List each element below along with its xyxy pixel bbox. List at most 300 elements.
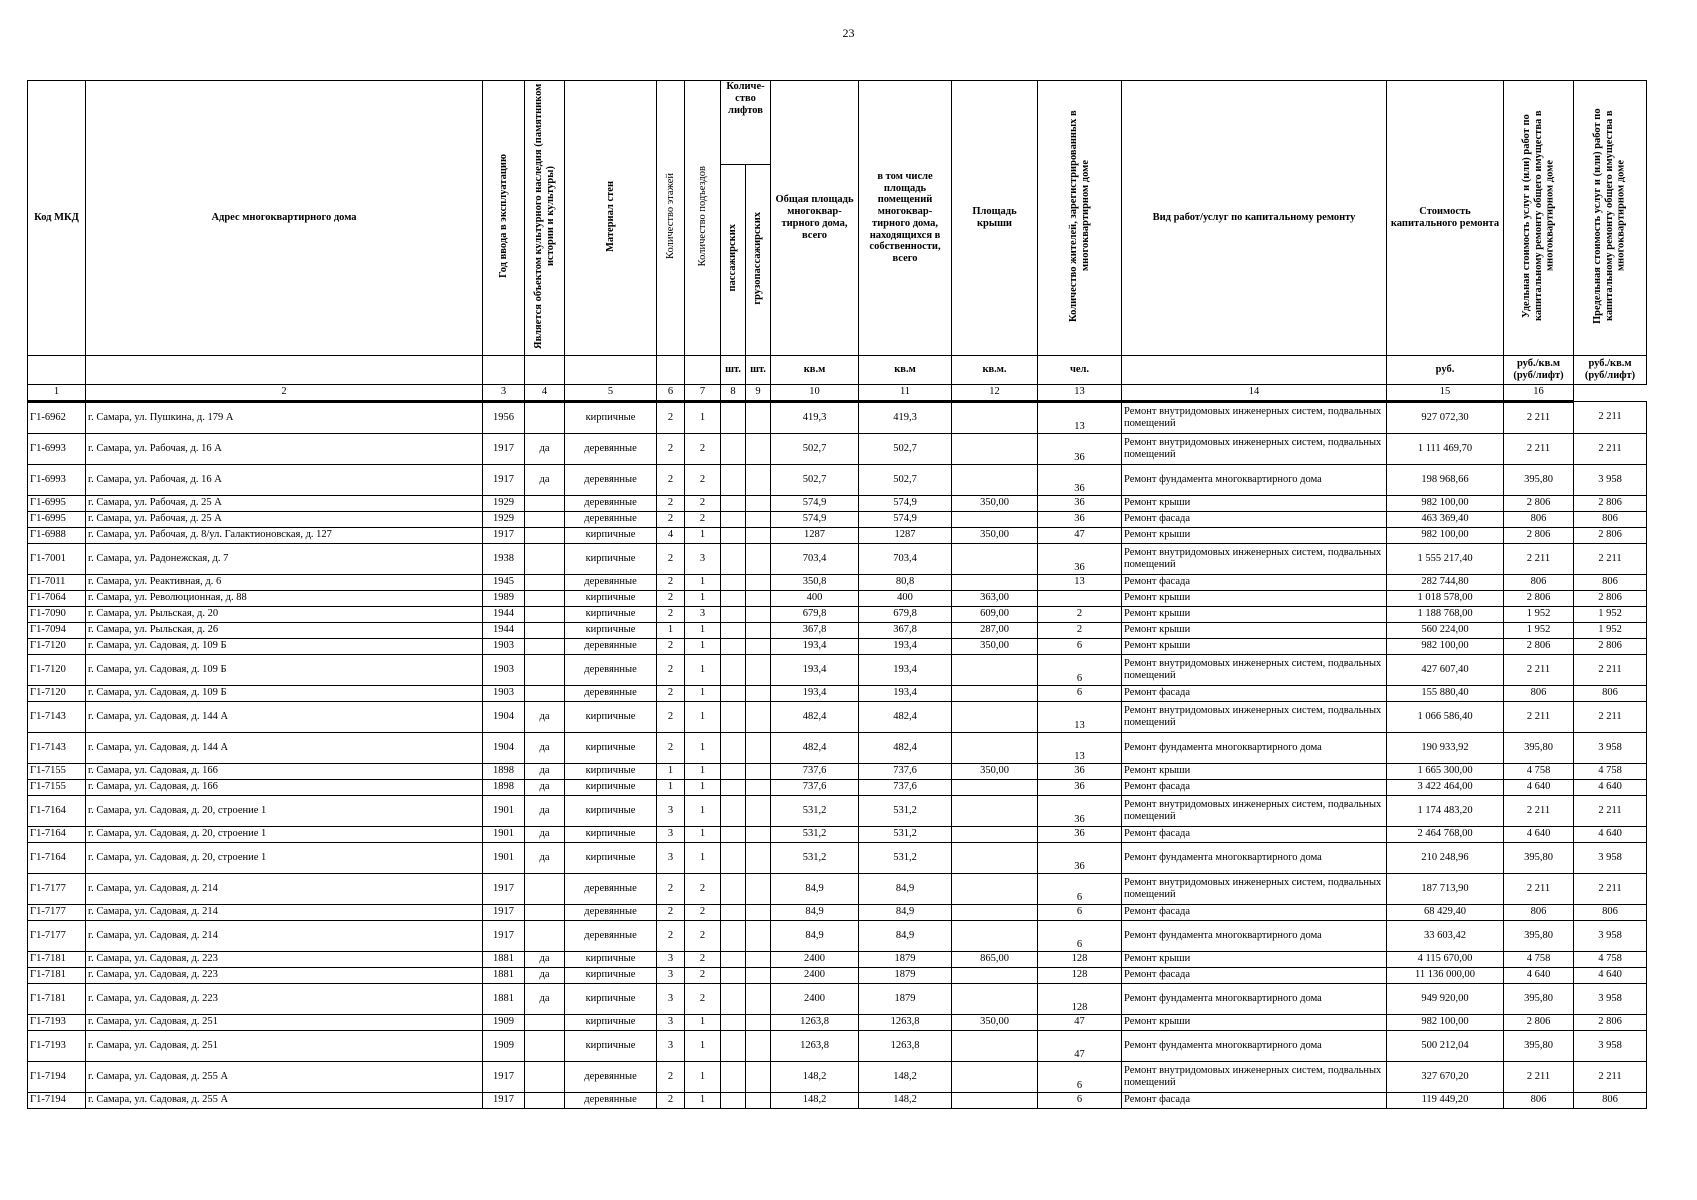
cell-address: г. Самара, ул. Садовая, д. 214	[86, 904, 483, 920]
table-row	[28, 951, 1647, 967]
cell-unit-cost: 4 758	[1504, 951, 1574, 967]
units-code	[28, 355, 86, 384]
cell-cost: 500 212,04	[1387, 1030, 1504, 1061]
cell-total-area: 193,4	[771, 654, 859, 685]
cell-wall: кирпичные	[565, 1030, 657, 1061]
cell-max-cost: 3 958	[1574, 983, 1647, 1014]
cell-code: Г1-7181	[28, 951, 86, 967]
cell-unit-cost: 806	[1504, 574, 1574, 590]
cell-heritage	[525, 401, 565, 433]
cell-lifts-cargo	[746, 1092, 771, 1108]
cell-address: г. Самара, ул. Садовая, д. 255 А	[86, 1092, 483, 1108]
cell-wall: кирпичные	[565, 779, 657, 795]
cell-entrances: 2	[685, 967, 721, 983]
cell-unit-cost: 806	[1504, 1092, 1574, 1108]
header-lifts-cargo-text: грузопассажирских	[752, 211, 764, 305]
cell-lifts-cargo	[746, 1014, 771, 1030]
cell-cost: 1 018 578,00	[1387, 590, 1504, 606]
cell-unit-cost: 806	[1504, 904, 1574, 920]
cell-floors: 2	[657, 464, 685, 495]
cell-work-type: Ремонт фасада	[1122, 574, 1387, 590]
cell-wall: деревянные	[565, 1092, 657, 1108]
cell-roof-area	[952, 511, 1038, 527]
cell-entrances: 1	[685, 842, 721, 873]
units-total-area: кв.м	[771, 355, 859, 384]
cell-lifts-passenger	[721, 1030, 746, 1061]
table-row	[28, 464, 1647, 495]
cell-total-area: 482,4	[771, 701, 859, 732]
cell-entrances: 1	[685, 732, 721, 763]
cell-residents: 6	[1038, 638, 1122, 654]
cell-residents: 36	[1038, 511, 1122, 527]
units-wall	[565, 355, 657, 384]
cell-floors: 2	[657, 543, 685, 574]
cell-code: Г1-6993	[28, 464, 86, 495]
cell-year: 1917	[483, 920, 525, 951]
cell-unit-cost: 395,80	[1504, 732, 1574, 763]
cell-owned-area: 703,4	[859, 543, 952, 574]
cell-owned-area: 502,7	[859, 464, 952, 495]
column-number: 1	[28, 384, 86, 401]
cell-unit-cost: 2 211	[1504, 654, 1574, 685]
cell-address: г. Самара, ул. Радонежская, д. 7	[86, 543, 483, 574]
cell-total-area: 2400	[771, 967, 859, 983]
units-lifts-cargo: шт.	[746, 355, 771, 384]
cell-floors: 2	[657, 920, 685, 951]
cell-entrances: 2	[685, 433, 721, 464]
cell-lifts-cargo	[746, 685, 771, 701]
header-max-cost-text: Предельная стоимость услуг и (или) работ по капитальному ремонту общего имущества в многоквартирном доме	[1592, 108, 1627, 324]
cell-lifts-passenger	[721, 464, 746, 495]
cell-lifts-passenger	[721, 1061, 746, 1092]
column-number: 3	[483, 384, 525, 401]
cell-address: г. Самара, ул. Садовая, д. 20, строение 1	[86, 826, 483, 842]
cell-roof-area	[952, 983, 1038, 1014]
cell-wall: кирпичные	[565, 622, 657, 638]
cell-residents: 13	[1038, 701, 1122, 732]
table-row	[28, 1014, 1647, 1030]
cell-year: 1881	[483, 967, 525, 983]
cell-lifts-passenger	[721, 701, 746, 732]
cell-owned-area: 193,4	[859, 685, 952, 701]
cell-year: 1881	[483, 983, 525, 1014]
cell-floors: 3	[657, 1014, 685, 1030]
cell-residents: 36	[1038, 842, 1122, 873]
table-row	[28, 920, 1647, 951]
cell-max-cost: 4 758	[1574, 763, 1647, 779]
header-code: Код МКД	[28, 81, 86, 356]
cell-code: Г1-6988	[28, 527, 86, 543]
cell-year: 1917	[483, 873, 525, 904]
cell-address: г. Самара, ул. Садовая, д. 251	[86, 1014, 483, 1030]
cell-lifts-passenger	[721, 763, 746, 779]
cell-work-type: Ремонт фасада	[1122, 826, 1387, 842]
cell-entrances: 1	[685, 1092, 721, 1108]
cell-floors: 1	[657, 622, 685, 638]
cell-entrances: 1	[685, 685, 721, 701]
cell-address: г. Самара, ул. Рабочая, д. 16 А	[86, 464, 483, 495]
cell-lifts-passenger	[721, 574, 746, 590]
cell-wall: кирпичные	[565, 527, 657, 543]
cell-total-area: 419,3	[771, 401, 859, 433]
table-row	[28, 574, 1647, 590]
cell-residents: 36	[1038, 464, 1122, 495]
header-entrances-text: Количество подъездов	[696, 165, 708, 267]
cell-lifts-cargo	[746, 967, 771, 983]
cell-year: 1917	[483, 433, 525, 464]
cell-lifts-cargo	[746, 920, 771, 951]
cell-unit-cost: 2 806	[1504, 1014, 1574, 1030]
cell-code: Г1-7164	[28, 842, 86, 873]
cell-owned-area: 482,4	[859, 701, 952, 732]
cell-floors: 2	[657, 495, 685, 511]
table-row	[28, 983, 1647, 1014]
cell-code: Г1-7001	[28, 543, 86, 574]
cell-work-type: Ремонт фасада	[1122, 904, 1387, 920]
cell-heritage	[525, 1061, 565, 1092]
units-lifts-passenger: шт.	[721, 355, 746, 384]
cell-work-type: Ремонт крыши	[1122, 1014, 1387, 1030]
cell-year: 1909	[483, 1014, 525, 1030]
units-cost: руб.	[1387, 355, 1504, 384]
cell-owned-area: 148,2	[859, 1061, 952, 1092]
cell-cost: 982 100,00	[1387, 495, 1504, 511]
cell-residents: 2	[1038, 606, 1122, 622]
cell-entrances: 2	[685, 951, 721, 967]
cell-entrances: 1	[685, 622, 721, 638]
cell-roof-area	[952, 701, 1038, 732]
cell-year: 1903	[483, 654, 525, 685]
cell-owned-area: 193,4	[859, 654, 952, 685]
cell-heritage	[525, 654, 565, 685]
cell-residents: 36	[1038, 779, 1122, 795]
cell-entrances: 1	[685, 590, 721, 606]
cell-work-type: Ремонт крыши	[1122, 622, 1387, 638]
cell-lifts-cargo	[746, 638, 771, 654]
cell-code: Г1-7181	[28, 967, 86, 983]
header-wall	[565, 81, 657, 356]
cell-code: Г1-6993	[28, 433, 86, 464]
cell-year: 1909	[483, 1030, 525, 1061]
cell-work-type: Ремонт фасада	[1122, 779, 1387, 795]
cell-owned-area: 737,6	[859, 763, 952, 779]
cell-address: г. Самара, ул. Рабочая, д. 25 А	[86, 495, 483, 511]
cell-roof-area: 350,00	[952, 638, 1038, 654]
cell-wall: кирпичные	[565, 842, 657, 873]
cell-year: 1944	[483, 606, 525, 622]
cell-roof-area	[952, 779, 1038, 795]
cell-owned-area: 148,2	[859, 1092, 952, 1108]
cell-lifts-passenger	[721, 842, 746, 873]
cell-total-area: 84,9	[771, 873, 859, 904]
cell-residents: 6	[1038, 920, 1122, 951]
cell-lifts-cargo	[746, 701, 771, 732]
cell-floors: 2	[657, 1061, 685, 1092]
cell-floors: 3	[657, 951, 685, 967]
cell-lifts-passenger	[721, 527, 746, 543]
header-max-cost	[1574, 81, 1647, 356]
header-floors	[657, 81, 685, 356]
cell-lifts-passenger	[721, 826, 746, 842]
cell-cost: 198 968,66	[1387, 464, 1504, 495]
cell-address: г. Самара, ул. Садовая, д. 223	[86, 951, 483, 967]
cell-cost: 560 224,00	[1387, 622, 1504, 638]
cell-lifts-cargo	[746, 1061, 771, 1092]
cell-heritage: да	[525, 842, 565, 873]
cell-address: г. Самара, ул. Пушкина, д. 179 А	[86, 401, 483, 433]
cell-heritage	[525, 1030, 565, 1061]
cell-cost: 1 555 217,40	[1387, 543, 1504, 574]
cell-residents: 128	[1038, 951, 1122, 967]
table-row	[28, 1061, 1647, 1092]
cell-entrances: 1	[685, 638, 721, 654]
cell-total-area: 1263,8	[771, 1030, 859, 1061]
table-row	[28, 904, 1647, 920]
cell-residents: 47	[1038, 1030, 1122, 1061]
table-row	[28, 401, 1647, 433]
cell-roof-area	[952, 685, 1038, 701]
table-row	[28, 1092, 1647, 1108]
cell-lifts-passenger	[721, 983, 746, 1014]
cell-heritage	[525, 495, 565, 511]
cell-owned-area: 737,6	[859, 779, 952, 795]
cell-code: Г1-7120	[28, 638, 86, 654]
cell-max-cost: 2 211	[1574, 654, 1647, 685]
header-residents-text: Количество жителей, зарегистрированных в многоквартирном доме	[1067, 110, 1091, 322]
cell-cost: 982 100,00	[1387, 527, 1504, 543]
cell-address: г. Самара, ул. Рыльская, д. 20	[86, 606, 483, 622]
cell-max-cost: 2 211	[1574, 1061, 1647, 1092]
cell-lifts-cargo	[746, 527, 771, 543]
cell-lifts-cargo	[746, 1030, 771, 1061]
cell-address: г. Самара, ул. Садовая, д. 214	[86, 873, 483, 904]
cell-roof-area: 865,00	[952, 951, 1038, 967]
cell-owned-area: 679,8	[859, 606, 952, 622]
cell-residents: 6	[1038, 654, 1122, 685]
cell-year: 1903	[483, 638, 525, 654]
cell-floors: 2	[657, 574, 685, 590]
cell-entrances: 1	[685, 763, 721, 779]
cell-owned-area: 1879	[859, 967, 952, 983]
cell-lifts-cargo	[746, 779, 771, 795]
cell-lifts-passenger	[721, 904, 746, 920]
cell-address: г. Самара, ул. Садовая, д. 144 А	[86, 701, 483, 732]
cell-heritage	[525, 511, 565, 527]
cell-floors: 1	[657, 779, 685, 795]
cell-entrances: 1	[685, 527, 721, 543]
cell-roof-area: 350,00	[952, 495, 1038, 511]
cell-roof-area: 350,00	[952, 763, 1038, 779]
cell-address: г. Самара, ул. Садовая, д. 109 Б	[86, 638, 483, 654]
cell-floors: 2	[657, 732, 685, 763]
cell-owned-area: 400	[859, 590, 952, 606]
cell-owned-area: 84,9	[859, 920, 952, 951]
cell-owned-area: 1879	[859, 951, 952, 967]
cell-year: 1929	[483, 511, 525, 527]
cell-max-cost: 2 211	[1574, 701, 1647, 732]
cell-total-area: 148,2	[771, 1061, 859, 1092]
cell-floors: 3	[657, 983, 685, 1014]
cell-residents: 128	[1038, 983, 1122, 1014]
cell-lifts-cargo	[746, 574, 771, 590]
cell-max-cost: 806	[1574, 1092, 1647, 1108]
cell-unit-cost: 2 806	[1504, 590, 1574, 606]
cell-total-area: 737,6	[771, 763, 859, 779]
cell-cost: 190 933,92	[1387, 732, 1504, 763]
column-numbers-row	[28, 384, 1647, 401]
cell-lifts-passenger	[721, 495, 746, 511]
table-row	[28, 606, 1647, 622]
cell-work-type: Ремонт внутридомовых инженерных систем, подвальных помещений	[1122, 701, 1387, 732]
cell-roof-area	[952, 842, 1038, 873]
cell-lifts-cargo	[746, 795, 771, 826]
cell-roof-area	[952, 1092, 1038, 1108]
cell-work-type: Ремонт фундамента многоквартирного дома	[1122, 1030, 1387, 1061]
cell-lifts-cargo	[746, 732, 771, 763]
cell-roof-area	[952, 873, 1038, 904]
cell-cost: 1 174 483,20	[1387, 795, 1504, 826]
column-number: 16	[1504, 384, 1574, 401]
header-cost: Стоимость капитального ремонта	[1387, 81, 1504, 356]
cell-wall: кирпичные	[565, 590, 657, 606]
cell-total-area: 350,8	[771, 574, 859, 590]
cell-roof-area: 363,00	[952, 590, 1038, 606]
units-floors	[657, 355, 685, 384]
cell-work-type: Ремонт крыши	[1122, 638, 1387, 654]
cell-address: г. Самара, ул. Революционная, д. 88	[86, 590, 483, 606]
cell-roof-area	[952, 654, 1038, 685]
cell-residents: 47	[1038, 527, 1122, 543]
column-number: 5	[565, 384, 657, 401]
cell-address: г. Самара, ул. Садовая, д. 109 Б	[86, 685, 483, 701]
cell-code: Г1-6995	[28, 495, 86, 511]
cell-unit-cost: 4 640	[1504, 967, 1574, 983]
cell-unit-cost: 2 211	[1504, 433, 1574, 464]
table-row	[28, 779, 1647, 795]
cell-cost: 1 665 300,00	[1387, 763, 1504, 779]
cell-year: 1898	[483, 763, 525, 779]
cell-unit-cost: 2 211	[1504, 873, 1574, 904]
cell-total-area: 1263,8	[771, 1014, 859, 1030]
cell-roof-area	[952, 401, 1038, 433]
cell-year: 1917	[483, 464, 525, 495]
cell-owned-area: 1263,8	[859, 1014, 952, 1030]
cell-code: Г1-7194	[28, 1061, 86, 1092]
units-owned-area: кв.м	[859, 355, 952, 384]
cell-residents: 36	[1038, 543, 1122, 574]
cell-heritage: да	[525, 701, 565, 732]
cell-heritage: да	[525, 779, 565, 795]
cell-lifts-cargo	[746, 763, 771, 779]
cell-residents: 47	[1038, 1014, 1122, 1030]
cell-roof-area	[952, 574, 1038, 590]
cell-lifts-cargo	[746, 543, 771, 574]
cell-work-type: Ремонт внутридомовых инженерных систем, подвальных помещений	[1122, 433, 1387, 464]
cell-cost: 927 072,30	[1387, 401, 1504, 433]
table-row	[28, 763, 1647, 779]
cell-unit-cost: 2 211	[1504, 1061, 1574, 1092]
cell-roof-area	[952, 826, 1038, 842]
cell-address: г. Самара, ул. Садовая, д. 144 А	[86, 732, 483, 763]
cell-total-area: 84,9	[771, 904, 859, 920]
cell-total-area: 502,7	[771, 433, 859, 464]
cell-max-cost: 2 806	[1574, 1014, 1647, 1030]
cell-cost: 982 100,00	[1387, 638, 1504, 654]
cell-max-cost: 1 952	[1574, 606, 1647, 622]
cell-max-cost: 3 958	[1574, 1030, 1647, 1061]
cell-total-area: 482,4	[771, 732, 859, 763]
cell-wall: деревянные	[565, 685, 657, 701]
cell-work-type: Ремонт фасада	[1122, 511, 1387, 527]
cell-year: 1989	[483, 590, 525, 606]
cell-wall: кирпичные	[565, 967, 657, 983]
table-row	[28, 433, 1647, 464]
cell-wall: деревянные	[565, 574, 657, 590]
header-residents	[1038, 81, 1122, 356]
cell-address: г. Самара, ул. Садовая, д. 251	[86, 1030, 483, 1061]
cell-max-cost: 2 806	[1574, 590, 1647, 606]
column-number: 13	[1038, 384, 1122, 401]
cell-wall: кирпичные	[565, 763, 657, 779]
cell-floors: 2	[657, 654, 685, 685]
cell-heritage: да	[525, 983, 565, 1014]
table-row	[28, 795, 1647, 826]
cell-floors: 2	[657, 1092, 685, 1108]
cell-max-cost: 2 211	[1574, 433, 1647, 464]
cell-entrances: 1	[685, 701, 721, 732]
cell-address: г. Самара, ул. Садовая, д. 223	[86, 967, 483, 983]
cell-cost: 155 880,40	[1387, 685, 1504, 701]
cell-total-area: 2400	[771, 951, 859, 967]
cell-entrances: 2	[685, 904, 721, 920]
cell-heritage	[525, 920, 565, 951]
cell-wall: деревянные	[565, 904, 657, 920]
cell-unit-cost: 395,80	[1504, 464, 1574, 495]
cell-residents: 36	[1038, 433, 1122, 464]
cell-lifts-passenger	[721, 606, 746, 622]
cell-total-area: 574,9	[771, 511, 859, 527]
cell-wall: деревянные	[565, 511, 657, 527]
cell-entrances: 2	[685, 920, 721, 951]
cell-floors: 2	[657, 904, 685, 920]
cell-code: Г1-7120	[28, 685, 86, 701]
cell-roof-area: 287,00	[952, 622, 1038, 638]
cell-unit-cost: 2 806	[1504, 638, 1574, 654]
header-year-text: Год ввода в эксплуатацию	[497, 153, 509, 279]
table-row	[28, 873, 1647, 904]
column-number: 2	[86, 384, 483, 401]
cell-work-type: Ремонт фундамента многоквартирного дома	[1122, 983, 1387, 1014]
cell-year: 1917	[483, 1092, 525, 1108]
cell-entrances: 1	[685, 401, 721, 433]
cell-lifts-passenger	[721, 779, 746, 795]
cell-wall: кирпичные	[565, 1014, 657, 1030]
cell-cost: 427 607,40	[1387, 654, 1504, 685]
cell-work-type: Ремонт фундамента многоквартирного дома	[1122, 732, 1387, 763]
cell-work-type: Ремонт крыши	[1122, 763, 1387, 779]
units-max-cost: руб./кв.м (руб/лифт)	[1574, 355, 1647, 384]
column-number: 7	[685, 384, 721, 401]
cell-cost: 1 111 469,70	[1387, 433, 1504, 464]
cell-wall: кирпичные	[565, 543, 657, 574]
cell-total-area: 193,4	[771, 638, 859, 654]
cell-entrances: 1	[685, 654, 721, 685]
cell-roof-area	[952, 464, 1038, 495]
cell-address: г. Самара, ул. Садовая, д. 223	[86, 983, 483, 1014]
cell-lifts-passenger	[721, 967, 746, 983]
cell-code: Г1-7177	[28, 920, 86, 951]
cell-unit-cost: 4 758	[1504, 763, 1574, 779]
